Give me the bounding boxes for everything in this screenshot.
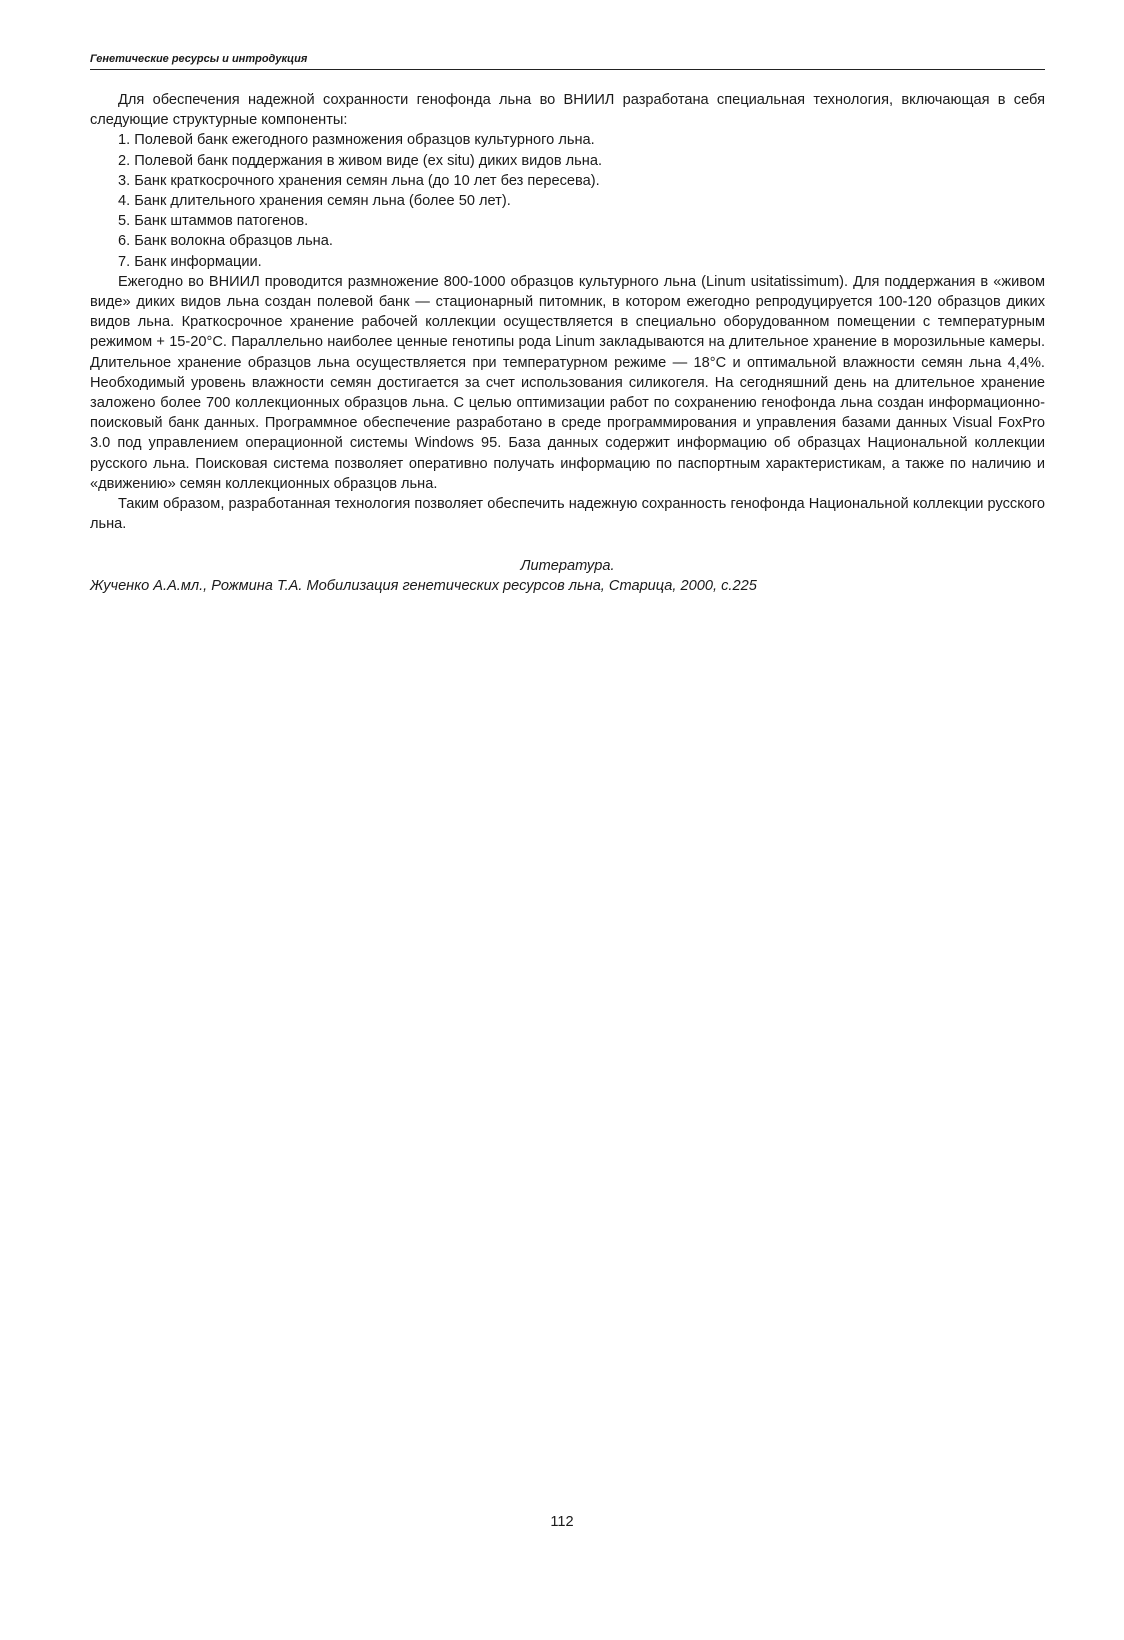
reference-item: Жученко А.А.мл., Рожмина Т.А. Мобилизация генетических ресурсов льна, Старица, 2000, с.225: [90, 578, 757, 595]
list-item: 1. Полевой банк ежегодного размножения образцов культурного льна.: [118, 132, 595, 149]
intro-paragraph: Для обеспечения надежной сохранности генофонда льна во ВНИИЛ разработана специальная технология, включающая в себя следующие структурные компоненты:: [90, 92, 1045, 129]
document-page: [90, 52, 1045, 1612]
running-header: Генетические ресурсы и интродукция: [90, 52, 1045, 70]
references-heading: Литература.: [520, 558, 615, 575]
page-number: 112: [550, 1514, 574, 1530]
list-item: 7. Банк информации.: [118, 253, 262, 270]
list-item: 5. Банк штаммов патогенов.: [118, 213, 309, 230]
article-body: [90, 90, 1045, 534]
list-item: 6. Банк волокна образцов льна.: [118, 233, 333, 250]
main-paragraph: Ежегодно во ВНИИЛ проводится размножение 800-1000 образцов культурного льна (Linum usitatissimum). Для поддержания в «живом виде» диких видов льна создан полевой банк — стационарный питомник, в котором ежегодно репродуцируется 100-120 образцов диких видов льна. Краткосрочное хранение рабочей коллекции осуществляется в специально оборудованном помещении с температурным режимом + 15-20°С. Параллельно наиболее ценные генотипы рода Linum закладываются на длительное хранение в морозильные камеры. Длительное хранение образцов льна осуществляется при температурном режиме — 18°С и оптимальной влажности семян льна 4,4%. Необходимый уровень влажности семян достигается за счет использования силикогеля. На сегодняшний день на длительное хранение заложено более 700 коллекционных образцов льна. С целью оптимизации работ по сохранению генофонда льна создан информационно-поисковый банк данных. Программное обеспечение разработано в среде программирования и управления базами данных Visual FoxPro 3.0 под управлением операционной системы Windows 95. База данных содержит информацию об образцах Национальной коллекции русского льна. Поисковая система позволяет оперативно получать информацию по паспортным характеристикам, а также по наличию и «движению» семян коллекционных образцов льна.: [90, 273, 1045, 492]
list-item: 4. Банк длительного хранения семян льна (более 50 лет).: [118, 193, 511, 210]
list-item: 3. Банк краткосрочного хранения семян льна (до 10 лет без пересева).: [118, 172, 600, 189]
conclusion-paragraph: Таким образом, разработанная технология позволяет обеспечить надежную сохранность генофонда Национальной коллекции русского льна.: [90, 496, 1045, 533]
components-list: [90, 130, 1045, 271]
list-item: 2. Полевой банк поддержания в живом виде (ex situ) диких видов льна.: [118, 152, 603, 169]
